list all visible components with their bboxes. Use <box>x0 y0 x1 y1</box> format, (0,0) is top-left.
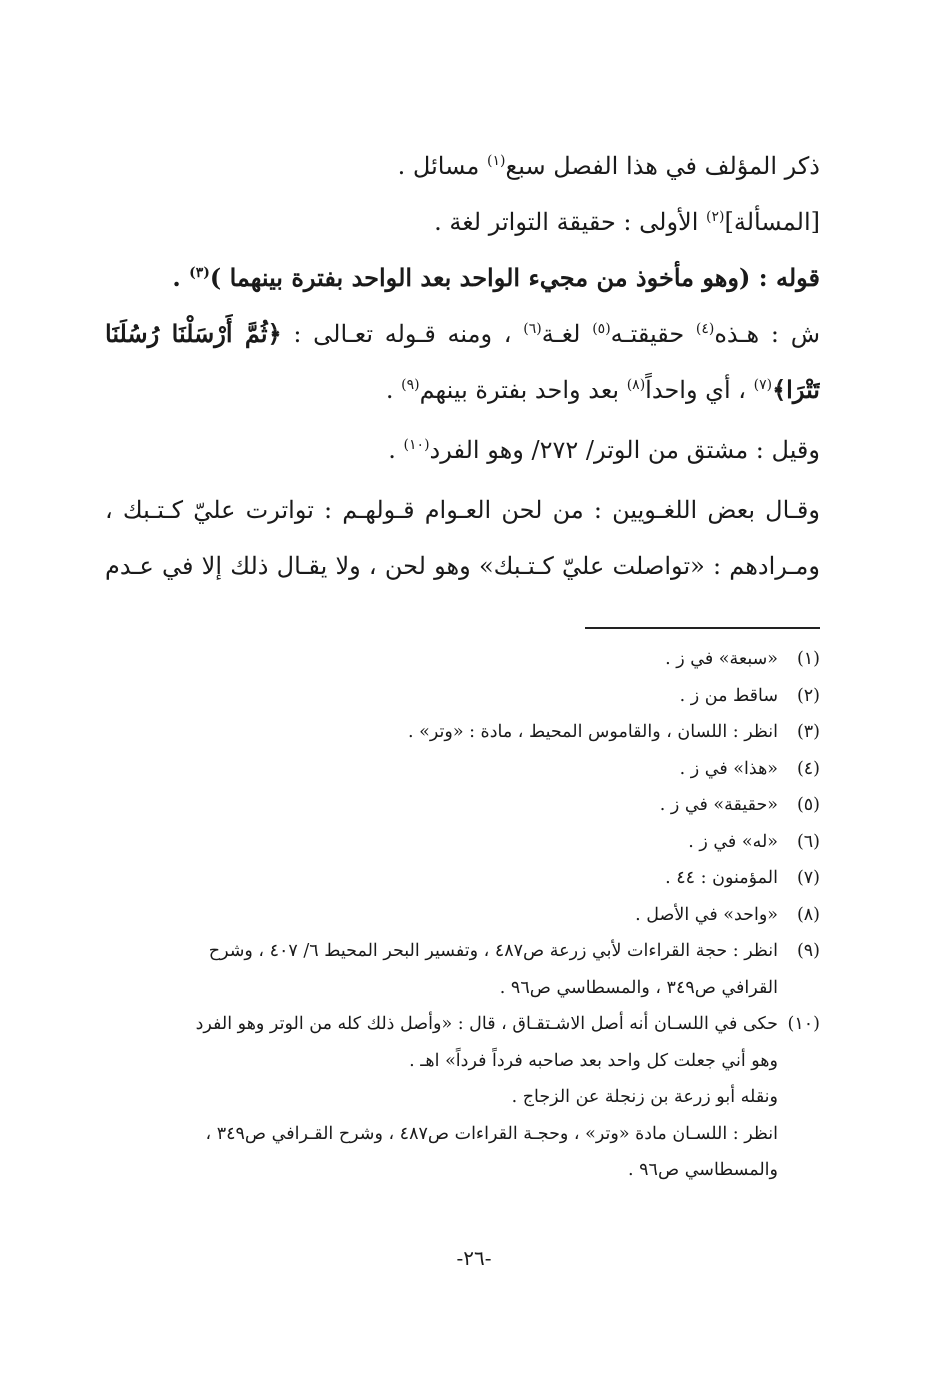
footnote-number: (١٠) <box>787 1014 820 1034</box>
text-run: . <box>385 376 402 404</box>
paragraph-intro <box>105 138 820 194</box>
footnote-ref-1[interactable]: (١) <box>486 153 506 169</box>
text-run: بعد واحد بفترة بينهم <box>419 376 627 404</box>
footnote-6 <box>105 824 820 861</box>
footnote-number: (٨) <box>796 904 820 925</box>
text-run: . <box>172 263 190 292</box>
footnote-9 <box>105 933 820 970</box>
footnote-text: ساقط من ز . <box>679 685 778 706</box>
footnote-text: انظر : حجة القراءات لأبي زرعة ص٤٨٧ ، وتفسير البحر المحيط ٦/ ٤٠٧ ، وشرح <box>208 941 778 961</box>
footnote-ref-10[interactable]: (١٠) <box>403 437 430 453</box>
footnote-number: (٦) <box>796 831 820 852</box>
footnote-text: «حقيقة» في ز . <box>659 795 778 815</box>
footnote-text: المؤمنون : ٤٤ . <box>665 868 778 888</box>
footnote-divider <box>585 627 820 629</box>
page-number: -٢٦- <box>456 1246 492 1270</box>
footnote-ref-3[interactable]: (٣) <box>189 265 210 281</box>
paragraph-derivation <box>105 422 820 478</box>
footnote-number: (١) <box>796 649 820 669</box>
footnote-1 <box>105 641 820 678</box>
text-run: لغـة <box>541 320 593 348</box>
paragraph-explanation-line-2 <box>105 362 820 418</box>
text-run: [المسألة] <box>724 208 820 236</box>
text-run: ، أي واحداً <box>645 376 754 404</box>
text-run: ، ومنه قـوله تعـالى : <box>281 320 524 348</box>
footnote-10-continued-4: والمسطاسي ص٩٦ . <box>628 1160 778 1180</box>
footnote-text: «هذا» في ز . <box>679 758 778 779</box>
footnote-4 <box>105 751 820 788</box>
footnotes-section <box>105 641 820 1189</box>
text-run: مسائل . <box>397 152 487 180</box>
footnote-text: «له» في ز . <box>688 831 778 852</box>
footnote-number: (٤) <box>796 758 820 779</box>
footnote-text: «سبعة» في ز . <box>665 649 778 669</box>
footnote-number: (٥) <box>796 795 820 815</box>
footnote-10 <box>105 1006 820 1043</box>
footnote-text: انظر : اللسان ، والقاموس المحيط ، مادة : «وتر» . <box>408 722 778 742</box>
footnote-ref-9[interactable]: (٩) <box>401 377 420 393</box>
main-text <box>105 138 820 594</box>
footnote-10-continued: وهو أني جعلت كل واحد بعد صاحبه فرداً فرداً» اهـ . <box>409 1050 778 1071</box>
paragraph-explanation-line-1 <box>105 306 820 362</box>
text-run: وقيل : مشتق من الوتر/ ٢٧٢/ وهو الفرد <box>429 436 820 464</box>
footnote-text: «واحد» في الأصل . <box>635 904 778 925</box>
footnote-ref-2[interactable]: (٢) <box>706 209 725 225</box>
footnote-text: حكى في اللسـان أنه أصل الاشـتقـاق ، قال : «وأصل ذلك كله من الوتر وهو الفرد <box>195 1014 778 1034</box>
paragraph-linguists-line-2: ومـرادهم : «تواصلت عليّ كـتـبك» وهو لحن ، ولا يقـال ذلك إلا في عـدم <box>105 552 820 580</box>
footnote-ref-8[interactable]: (٨) <box>626 377 646 393</box>
footnote-7 <box>105 860 820 897</box>
paragraph-issue-heading <box>105 194 820 250</box>
footnote-number: (٢) <box>796 685 820 706</box>
text-run: حقيقتـه <box>610 320 696 348</box>
footnote-number: (٧) <box>796 868 820 888</box>
text-run: . <box>388 436 404 464</box>
footnote-5 <box>105 787 820 824</box>
footnote-10-continued-2: ونقله أبو زرعة بن زنجلة عن الزجاج . <box>511 1087 778 1107</box>
footnote-3 <box>105 714 820 751</box>
paragraph-linguists-line-1: وقـال بعض اللغـويين : من لحن العـوام قـولهـم : تواترت عليّ كـتـبك ، <box>105 496 820 524</box>
paragraph-quote <box>105 250 820 306</box>
text-run: ذكر المؤلف في هذا الفصل سبع <box>505 152 820 180</box>
text-run: قوله : (وهو مأخوذ من مجيء الواحد بعد الواحد بفترة بينهما ) <box>209 263 820 292</box>
footnote-ref-4[interactable]: (٤) <box>695 321 715 337</box>
footnote-2 <box>105 678 820 715</box>
text-run: الأولى : حقيقة التواتر لغة . <box>434 208 707 236</box>
footnote-9-continued: القرافي ص٣٤٩ ، والمسطاسي ص٩٦ . <box>499 977 778 998</box>
footnote-ref-5[interactable]: (٥) <box>592 321 611 337</box>
footnote-ref-7[interactable]: (٧) <box>753 377 773 393</box>
quran-verse: ﴿ثُمَّ أَرْسَلْنَا رُسُلَنَا <box>105 319 282 348</box>
footnote-10-continued-3: انظر : اللسـان مادة «وتر» ، وحجـة القراءات ص٤٨٧ ، وشرح القـرافي ص٣٤٩ ، <box>205 1123 778 1144</box>
footnote-number: (٣) <box>796 722 820 742</box>
footnote-ref-6[interactable]: (٦) <box>523 321 542 337</box>
footnote-8 <box>105 897 820 934</box>
text-run: ش : هـذه <box>714 320 820 348</box>
quran-verse-end: تَتْرَا﴾ <box>772 375 820 404</box>
footnote-number: (٩) <box>796 941 820 961</box>
